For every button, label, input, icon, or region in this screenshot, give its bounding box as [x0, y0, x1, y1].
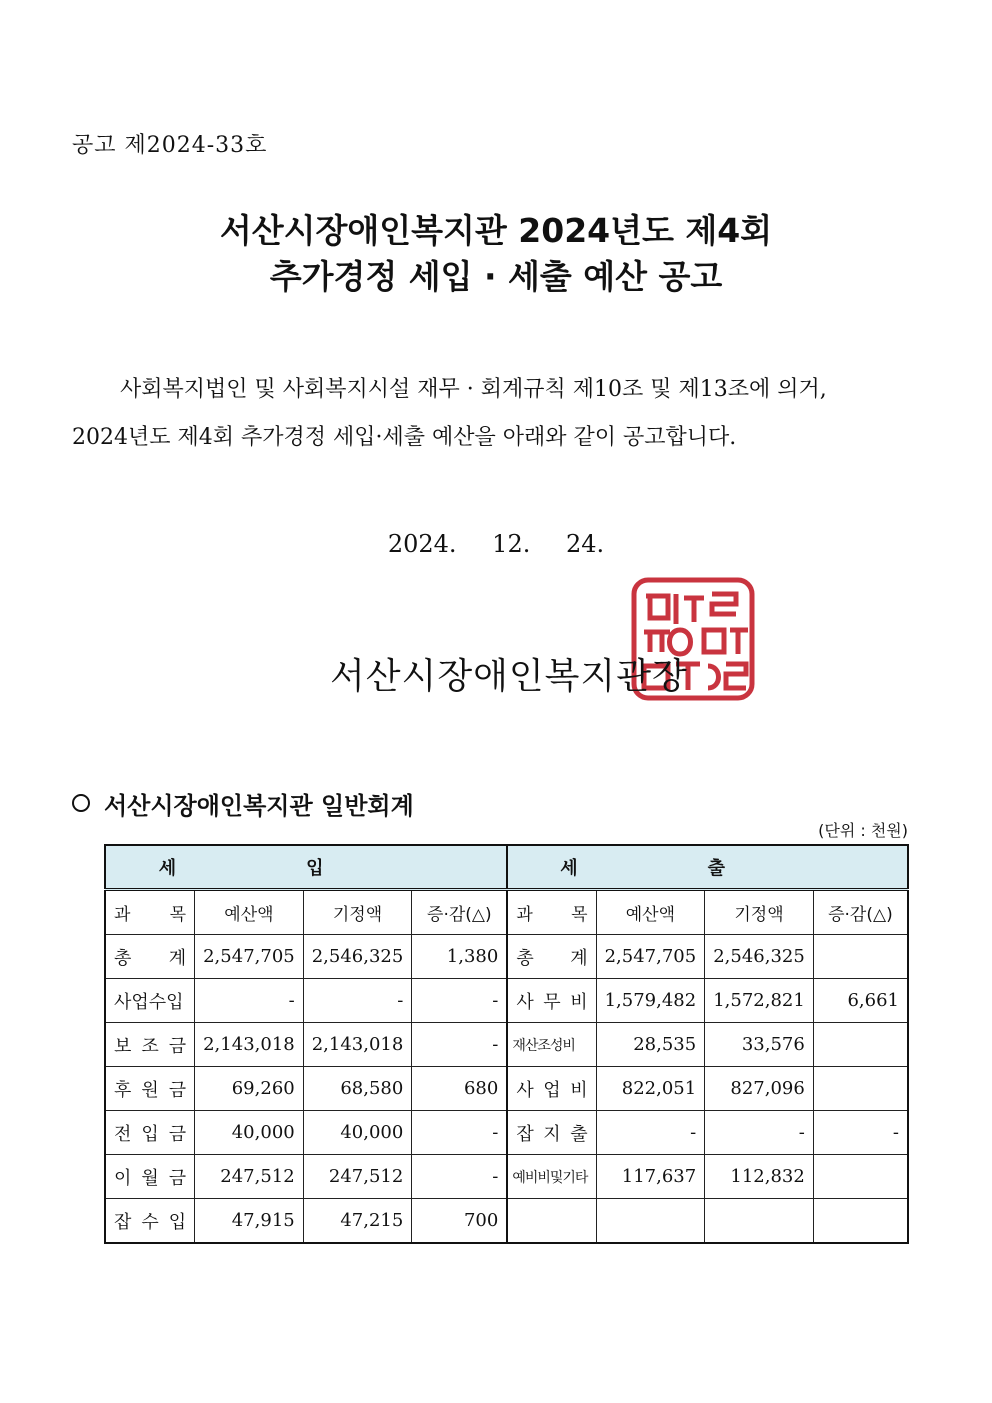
- expense-budget: 822,051: [596, 1067, 705, 1111]
- expense-budget: 117,637: [596, 1155, 705, 1199]
- revenue-budget: 2,547,705: [195, 935, 304, 979]
- revenue-previous: 47,215: [303, 1199, 412, 1244]
- revenue-budget: -: [195, 979, 304, 1023]
- expense-change: 6,661: [813, 979, 908, 1023]
- table-row: [105, 935, 908, 979]
- expense-item: 사 업 비: [507, 1067, 596, 1111]
- expense-budget: 28,535: [596, 1023, 705, 1067]
- expense-previous: 827,096: [705, 1067, 814, 1111]
- revenue-item: 보 조 금: [105, 1023, 195, 1067]
- expense-item: 예비비및기타: [507, 1155, 596, 1199]
- signer-name: 서산시장애인복지관장: [330, 656, 688, 697]
- revenue-change: -: [412, 979, 507, 1023]
- expense-previous: 1,572,821: [705, 979, 814, 1023]
- revenue-change: -: [412, 1111, 507, 1155]
- revenue-change: -: [412, 1155, 507, 1199]
- expense-change: [813, 1155, 908, 1199]
- body-line-1: 사회복지법인 및 사회복지시설 재무 · 회계규칙 제10조 및 제13조에 의거,: [120, 377, 827, 402]
- revenue-previous: -: [303, 979, 412, 1023]
- revenue-budget: 40,000: [195, 1111, 304, 1155]
- expense-previous: -: [705, 1111, 814, 1155]
- expense-change: [813, 1067, 908, 1111]
- column-header: 증·감(△): [813, 890, 908, 935]
- column-header-row: [105, 890, 908, 935]
- revenue-change: 680: [412, 1067, 507, 1111]
- expense-item: 총 계: [507, 935, 596, 979]
- expense-change: [813, 1199, 908, 1244]
- circle-bullet-icon: [72, 794, 90, 812]
- revenue-item: 이 월 금: [105, 1155, 195, 1199]
- unit-label: (단위 : 천원): [818, 821, 908, 840]
- revenue-change: 700: [412, 1199, 507, 1244]
- notice-number: 공고 제2024-33호: [72, 133, 268, 158]
- revenue-change: -: [412, 1023, 507, 1067]
- expense-change: [813, 935, 908, 979]
- expense-item: 재산조성비: [507, 1023, 596, 1067]
- column-header: 과 목: [507, 890, 596, 935]
- expense-item: 사 무 비: [507, 979, 596, 1023]
- revenue-budget: 47,915: [195, 1199, 304, 1244]
- revenue-item: 전 입 금: [105, 1111, 195, 1155]
- column-header: 예산액: [596, 890, 705, 935]
- expense-previous: 2,546,325: [705, 935, 814, 979]
- announcement-date: 2024. 12. 24.: [387, 530, 605, 558]
- expense-budget: -: [596, 1111, 705, 1155]
- expense-budget: 1,579,482: [596, 979, 705, 1023]
- revenue-previous: 2,546,325: [303, 935, 412, 979]
- column-header: 과 목: [105, 890, 195, 935]
- expense-budget: [596, 1199, 705, 1244]
- column-header: 예산액: [195, 890, 304, 935]
- title-line-1: 서산시장애인복지관 2024년도 제4회: [219, 211, 773, 250]
- title-line-2: 추가경정 세입 · 세출 예산 공고: [269, 257, 723, 296]
- expense-item: 잡 지 출: [507, 1111, 596, 1155]
- table-row: [105, 1199, 908, 1244]
- expense-previous: 33,576: [705, 1023, 814, 1067]
- revenue-item: 후 원 금: [105, 1067, 195, 1111]
- revenue-item: 총 계: [105, 935, 195, 979]
- column-header: 기정액: [303, 890, 412, 935]
- body-line-2: 2024년도 제4회 추가경정 세입·세출 예산을 아래와 같이 공고합니다.: [72, 425, 737, 450]
- table-row: [105, 1155, 908, 1199]
- table-row: [105, 979, 908, 1023]
- table-row: [105, 1067, 908, 1111]
- table-row: [105, 1023, 908, 1067]
- revenue-previous: 68,580: [303, 1067, 412, 1111]
- revenue-previous: 40,000: [303, 1111, 412, 1155]
- section-title: [72, 786, 414, 821]
- revenue-item: 잡 수 입: [105, 1199, 195, 1244]
- expense-change: [813, 1023, 908, 1067]
- table-row: [105, 1111, 908, 1155]
- expense-previous: [705, 1199, 814, 1244]
- expense-previous: 112,832: [705, 1155, 814, 1199]
- column-header: 증·감(△): [412, 890, 507, 935]
- revenue-budget: 247,512: [195, 1155, 304, 1199]
- revenue-item: 사업수입: [105, 979, 195, 1023]
- revenue-previous: 2,143,018: [303, 1023, 412, 1067]
- expense-item: [507, 1199, 596, 1244]
- expense-header: 세출: [507, 845, 908, 890]
- expense-budget: 2,547,705: [596, 935, 705, 979]
- expense-change: -: [813, 1111, 908, 1155]
- body-text: [72, 366, 922, 462]
- revenue-previous: 247,512: [303, 1155, 412, 1199]
- column-header: 기정액: [705, 890, 814, 935]
- revenue-header: 세입: [105, 845, 507, 890]
- section-title-text: 서산시장애인복지관 일반회계: [104, 792, 414, 820]
- table-header-row: [105, 845, 908, 890]
- document-title: [0, 208, 992, 300]
- budget-table: [104, 844, 909, 1244]
- revenue-budget: 69,260: [195, 1067, 304, 1111]
- revenue-budget: 2,143,018: [195, 1023, 304, 1067]
- revenue-change: 1,380: [412, 935, 507, 979]
